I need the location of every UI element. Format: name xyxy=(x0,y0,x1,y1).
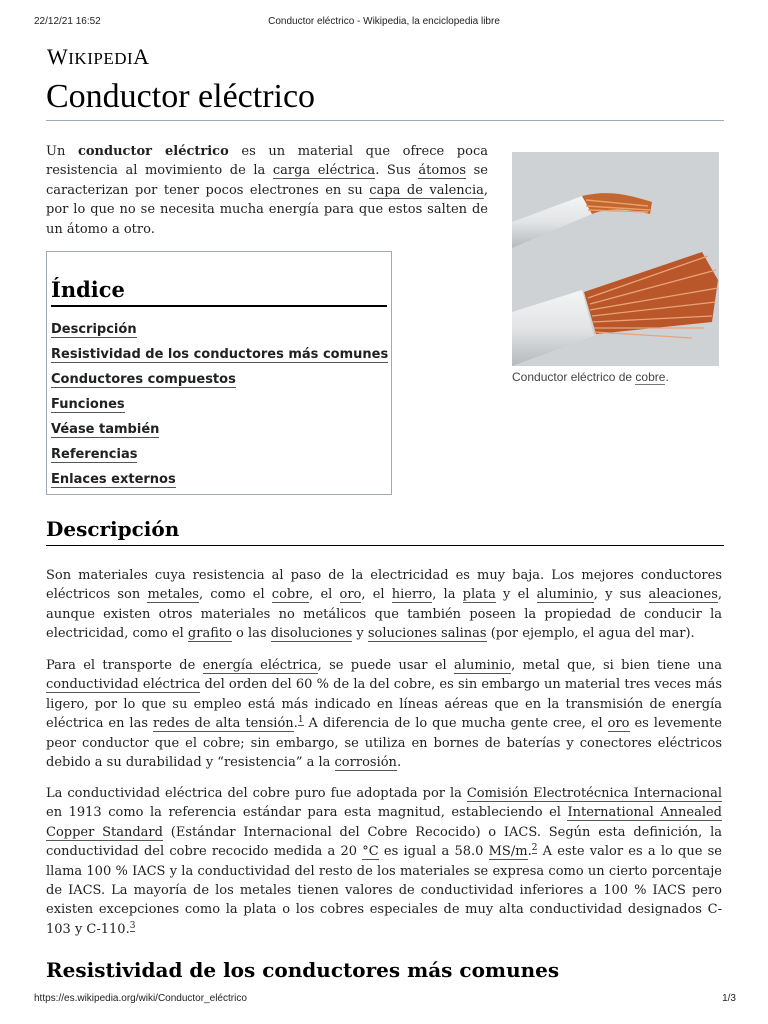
toc-title: Índice xyxy=(51,277,387,307)
toc-link-vease-tambien[interactable]: Véase también xyxy=(51,422,160,437)
print-page-number: 1/3 xyxy=(722,993,736,1004)
lead-paragraph: Un conductor eléctrico es un material que ofrece poca resistencia al movimiento de la carga eléctrica. Sus átomos se caracterizan por tener pocos electrones en su capa de valencia, por lo que no se necesita mucha energía para que estos salten de un átomo a otro. xyxy=(46,144,489,237)
link-metales[interactable]: metales xyxy=(147,587,199,603)
copper-wire-photo[interactable] xyxy=(512,152,719,366)
link-corrosion[interactable]: corrosión xyxy=(334,755,397,771)
section-heading-descripcion: Descripción xyxy=(46,517,724,546)
link-grado-celsius[interactable]: °C xyxy=(362,844,379,860)
link-oro[interactable]: oro xyxy=(339,587,362,603)
link-ms-m[interactable]: MS/m xyxy=(488,844,528,860)
reference-1[interactable]: 1 xyxy=(297,714,304,725)
link-atomos[interactable]: átomos xyxy=(418,163,467,179)
toc-entry xyxy=(51,418,388,443)
paragraph-descripcion-2: Para el transporte de energía eléctrica, se puede usar el aluminio, metal que, si bien tiene una conductividad eléctrica del orden del 60 % de la del cobre, es sin embargo un material tres veces más ligero, por lo que su empleo está más indicado en líneas aéreas que en la transmisión de energía eléctrica en las redes de alta tensión.$^1$ A diferencia de lo que mucha gente cree, el oro es levemente peor conductor que el cobre; sin embargo, se utiliza en bornes de baterías y conectores eléctricos debido a su durabilidad y “resistencia” a la corrosión. xyxy=(46,658,722,771)
print-page-title: Conductor eléctrico - Wikipedia, la enciclopedia libre xyxy=(268,16,500,27)
table-of-contents xyxy=(46,251,392,495)
toc-entry xyxy=(51,393,388,418)
infobox-figure xyxy=(512,152,719,384)
reference-3[interactable]: 3 xyxy=(129,920,136,931)
figure-caption: Conductor eléctrico de cobre. xyxy=(512,370,669,384)
link-cobre[interactable]: cobre xyxy=(271,587,310,603)
logo-letter: W xyxy=(47,44,69,69)
toc-entry xyxy=(51,343,388,368)
link-carga-electrica[interactable]: carga eléctrica xyxy=(272,163,376,179)
section-heading-resistividad: Resistividad de los conductores más comunes xyxy=(46,958,560,982)
link-capa-de-valencia[interactable]: capa de valencia xyxy=(369,182,484,198)
link-aluminio[interactable]: aluminio xyxy=(536,587,594,603)
page-title: Conductor eléctrico xyxy=(46,78,724,121)
paragraph-descripcion-3: La conductividad eléctrica del cobre puro fue adoptada por la Comisión Electrotécnica Internacional en 1913 como la referencia estándar para esta magnitud, estableciendo el International Annealed Copper Standard (Estándar Internacional del Cobre Recocido) o IACS. Según esta definición, la conductividad del cobre recocido medida a 20 °C es igual a 58.0 MS/m.$^2$ A este valor es a lo que se llama 100 % IACS y la conductividad del resto de los materiales se expresa como un cierto porcentaje de IACS. La mayoría de los metales tienen valores de conductividad inferiores a 100 % IACS pero existen excepciones como la plata o los cobres especiales de muy alta conductividad designados C-103 y C-110.$^3$ xyxy=(46,786,723,937)
print-date: 22/12/21 16:52 xyxy=(34,16,101,27)
toc-link-referencias[interactable]: Referencias xyxy=(51,447,138,462)
link-iacs[interactable]: International Annealed Copper Standard xyxy=(46,805,723,840)
reference-2[interactable]: 2 xyxy=(531,842,538,853)
copper-wire-image xyxy=(512,152,719,366)
link-plata[interactable]: plata xyxy=(462,587,496,603)
link-hierro[interactable]: hierro xyxy=(391,587,433,603)
toc-link-descripcion[interactable]: Descripción xyxy=(51,322,137,337)
toc-link-resistividad[interactable]: Resistividad de los conductores más comunes xyxy=(51,347,389,362)
print-url: https://es.wikipedia.org/wiki/Conductor_eléctrico xyxy=(34,993,247,1004)
toc-entry xyxy=(51,318,388,343)
term-bold: conductor eléctrico xyxy=(77,144,229,159)
link-aluminio-2[interactable]: aluminio xyxy=(454,658,512,673)
toc-link-funciones[interactable]: Funciones xyxy=(51,397,125,412)
toc-entry xyxy=(51,443,388,468)
link-oro-2[interactable]: oro xyxy=(607,716,630,732)
toc-entry xyxy=(51,468,388,493)
toc-link-enlaces-externos[interactable]: Enlaces externos xyxy=(51,472,176,487)
toc-list xyxy=(51,318,388,493)
link-comision-electrotecnica[interactable]: Comisión Electrotécnica Internacional xyxy=(466,786,722,801)
link-redes-alta-tension[interactable]: redes de alta tensión xyxy=(152,716,294,732)
link-aleaciones[interactable]: aleaciones xyxy=(648,587,718,603)
wikipedia-logo[interactable] xyxy=(47,44,150,70)
link-soluciones-salinas[interactable]: soluciones salinas xyxy=(367,626,487,642)
link-grafito[interactable]: grafito xyxy=(187,626,232,642)
toc-link-conductores-compuestos[interactable]: Conductores compuestos xyxy=(51,372,236,387)
logo-smallcaps: IKIPEDI xyxy=(68,49,134,68)
paragraph-descripcion-1: Son materiales cuya resistencia al paso de la electricidad es muy baja. Los mejores conductores eléctricos son metales, como el cobre, el oro, el hierro, la plata y el aluminio, y sus aleaciones, aunque existen otros materiales no metálicos que también poseen la propiedad de conducir la electricidad, como el grafito o las disoluciones y soluciones salinas (por ejemplo, el agua del mar). xyxy=(46,568,723,642)
logo-letter: A xyxy=(133,44,150,69)
link-energia-electrica[interactable]: energía eléctrica xyxy=(202,658,318,673)
toc-entry xyxy=(51,368,388,393)
link-disoluciones[interactable]: disoluciones xyxy=(270,626,353,642)
link-cobre-caption[interactable]: cobre xyxy=(635,370,666,384)
link-conductividad-electrica[interactable]: conductividad eléctrica xyxy=(46,677,201,693)
